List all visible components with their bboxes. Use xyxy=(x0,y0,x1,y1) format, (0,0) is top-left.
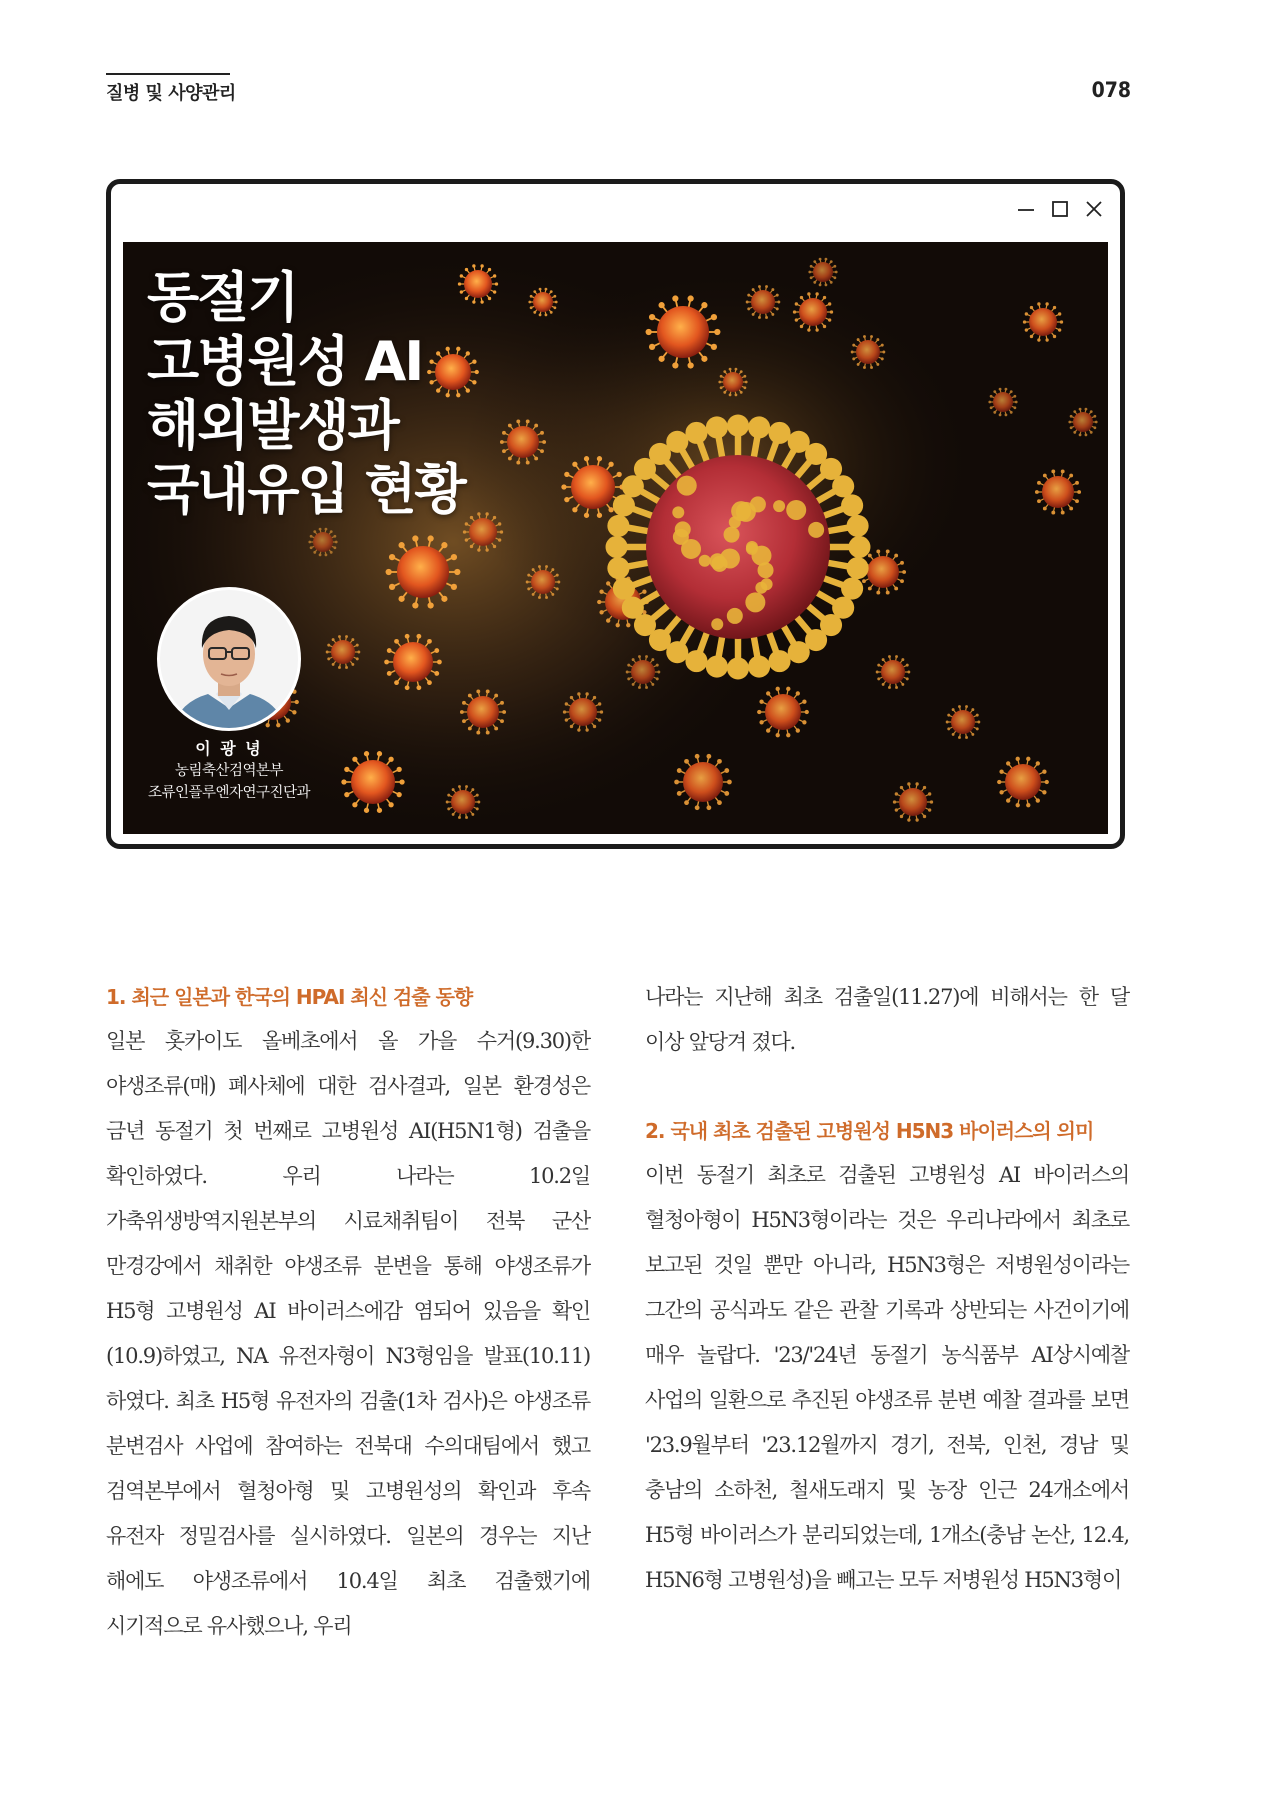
spike-protein xyxy=(724,527,740,543)
page-number: 078 xyxy=(1091,78,1131,102)
section-heading-2: 2. 국내 최초 검출된 고병원성 H5N3 바이러스의 의미 xyxy=(645,1119,1094,1143)
article-title xyxy=(147,266,465,522)
spike-protein xyxy=(672,506,684,518)
spike-protein xyxy=(727,608,743,624)
spike-protein xyxy=(755,582,767,594)
section-label: 질병 및 사양관리 xyxy=(106,83,236,104)
title-line-2: 고병원성 AI xyxy=(147,330,423,393)
section-1-paragraph: 일본 홋카이도 올베초에서 올 가을 수거(9.30)한 야생조류(매) 폐사체에 대한 검사결과, 일본 환경성은 금년 동절기 첫 번째로 고병원성 AI(H5N1형) 검출을 확인하였다. 우리 나라는 10.2일 가축위생방역지원본부의 시료채취팀이 전북 군산 만경강에서 채취한 야생조류 분변을 통해 야생조류가 H5형 고병원성 AI 바이러스에감 염되어 있음을 확인(10.9)하였고, NA 유전자형이 N3형임을 발표(10.11)하였다. 최초 H5형 유전자의 검출(1차 검사)은 야생조류 분변검사 사업에 참여하는 전북대 수의대팀에서 했고 검역본부에서 혈청아형 및 고병원성의 확인과 후속 유전자 정밀검사를 실시하였다. 일본의 경우는 지난 해에도 야생조류에서 10.4일 최초 검출했기에 시기적으로 유사했으나, 우리 xyxy=(106,1029,590,1638)
spike-protein xyxy=(681,539,701,559)
author-info xyxy=(123,738,335,804)
spike-protein xyxy=(699,555,711,567)
spike-protein xyxy=(786,500,806,520)
spike-protein xyxy=(773,500,785,512)
hero-image xyxy=(123,242,1108,834)
spike-protein xyxy=(677,476,697,496)
author-org-1: 농림축산검역본부 xyxy=(174,763,284,779)
spike-protein xyxy=(758,562,774,578)
title-line-4: 국내유입 현황 xyxy=(147,458,465,521)
section-2-paragraph: 이번 동절기 최초로 검출된 고병원성 AI 바이러스의 혈청아형이 H5N3형이라는 것은 우리나라에서 최초로 보고된 것일 뿐만 아니라, H5N3형은 저병원성이라는 그간의 공식과도 같은 관찰 기록과 상반되는 사건이기에 매우 놀랍다. '23/'24년 동절기 농식품부 AI상시예찰 사업의 일환으로 추진된 야생조류 분변 예찰 결과를 보면 '23.9월부터 '23.12월까지 경기, 전북, 인천, 경남 및 충남의 소하천, 철새도래지 및 농장 인근 24개소에서 H5형 바이러스가 분리되었는데, 1개소(충남 논산, 12.4, H5N6형 고병원성)을 빼고는 모두 저병원성 H5N3형이 xyxy=(645,1163,1129,1592)
section-1-paragraph-continued: 나라는 지난해 최초 검출일(11.27)에 비해서는 한 달 이상 앞당겨 졌다. xyxy=(645,985,1129,1054)
spike-protein xyxy=(746,543,758,555)
author-portrait xyxy=(160,590,298,728)
close-icon[interactable] xyxy=(1084,199,1104,219)
article-column-left xyxy=(106,975,590,1649)
title-line-3: 해외발생과 xyxy=(147,394,398,457)
spike-protein xyxy=(808,522,824,538)
window-controls xyxy=(1016,196,1104,222)
section-heading-1: 1. 최근 일본과 한국의 HPAI 최신 검출 동향 xyxy=(106,985,473,1009)
author-avatar xyxy=(157,587,301,731)
author-org-2: 조류인플루엔자연구진단과 xyxy=(147,785,311,801)
spike-protein xyxy=(736,502,756,522)
article-column-right xyxy=(645,975,1129,1603)
article-window xyxy=(106,179,1125,849)
spike-protein xyxy=(745,592,765,612)
minimize-icon[interactable] xyxy=(1016,199,1036,219)
spike-protein xyxy=(711,618,723,630)
spike-protein xyxy=(709,553,725,569)
title-line-1: 동절기 xyxy=(147,266,298,329)
header-rule xyxy=(106,73,230,75)
spike-protein xyxy=(675,521,691,537)
maximize-icon[interactable] xyxy=(1050,199,1070,219)
author-name: 이 광 녕 xyxy=(195,739,263,758)
